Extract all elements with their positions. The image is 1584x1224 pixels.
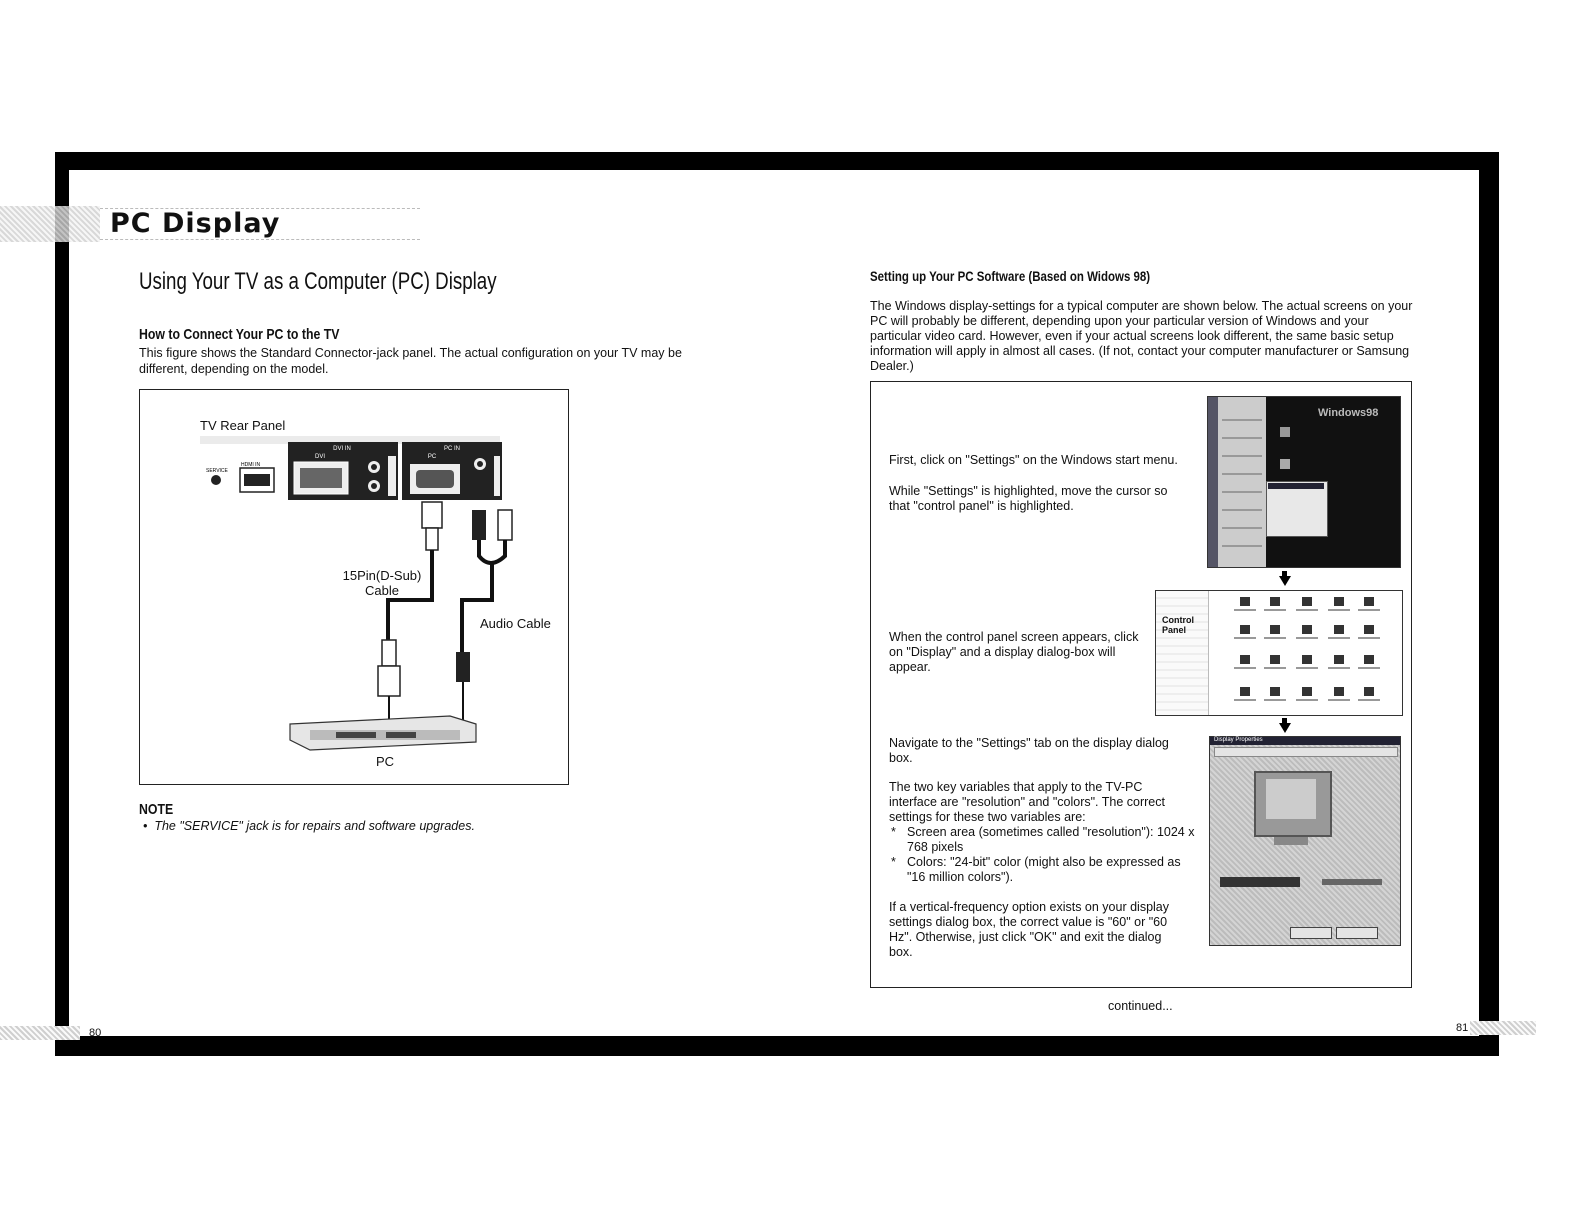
page-number-left: 80 [89, 1027, 102, 1039]
dvi-sub-label: DVI [314, 454, 326, 460]
service-jack [211, 475, 221, 485]
display-properties-screenshot [1209, 736, 1401, 946]
step1-text-a: First, click on "Settings" on the Windows start menu. [889, 453, 1178, 467]
note-text: • The "SERVICE" jack is for repairs and software upgrades. [143, 819, 475, 833]
control-panel-label: Control Panel [1162, 615, 1194, 635]
connection-diagram [139, 389, 569, 785]
step1-text-b: While "Settings" is highlighted, move the cursor so that "control panel" is highlighted. [889, 484, 1168, 513]
page-title: Using Your TV as a Computer (PC) Display [139, 268, 497, 295]
pc-label: PC [376, 754, 395, 769]
audio-cable-label: Audio Cable [480, 616, 551, 631]
connect-text-line2: different, depending on the model. [139, 362, 329, 376]
dialog-title: Display Properties [1214, 737, 1263, 743]
hdmi-label: HDMI IN [241, 462, 261, 468]
hdmi-port [244, 474, 270, 486]
arrow-down-icon [1279, 723, 1291, 733]
start-menu-screenshot [1207, 396, 1401, 568]
connect-heading: How to Connect Your PC to the TV [139, 326, 340, 343]
step3-text-c: If a vertical-frequency option exists on your display settings dialog box, the correct value is "60" or "60 Hz". Otherwise, just click "OK" and exit the dialog box. [889, 900, 1169, 959]
control-panel-screenshot [1155, 590, 1403, 716]
step3-bullets [889, 825, 1199, 885]
service-label: SERVICE [206, 468, 228, 474]
software-intro: The Windows display-settings for a typical computer are shown below. The actual screens on your PC will probably be different, depending upon your particular version of Windows and your particular video card. However, even if your actual screens look different, the same basic setup information will apply in almost all cases. (If not, contact your computer manufacturer or Samsung Dealer.) [870, 299, 1413, 373]
arrow-down-icon [1279, 576, 1291, 586]
bullet-colors: * Colors: "24-bit" color (might also be expressed as "16 million colors"). [907, 855, 1199, 885]
note-heading: NOTE [139, 801, 174, 818]
continued-text: continued... [1108, 999, 1173, 1013]
step3-text-b: The two key variables that apply to the TV-PC interface are "resolution" and "colors". The correct settings for these two variables are: [889, 780, 1165, 824]
software-heading: Setting up Your PC Software (Based on Widows 98) [870, 268, 1151, 284]
step3-text-a: Navigate to the "Settings" tab on the display dialog box. [889, 736, 1169, 765]
bullet-resolution: * Screen area (sometimes called "resolution"): 1024 x 768 pixels [907, 825, 1199, 855]
section-title: PC Display [110, 208, 281, 239]
tv-rear-panel-label: TV Rear Panel [200, 418, 286, 433]
win98-logo: Windows98 [1318, 407, 1379, 419]
pc-in-sub-label: PC [427, 454, 437, 460]
pc-in-group-label: PC IN [443, 446, 461, 452]
dvi-group-label: DVI IN [333, 446, 351, 452]
dsub-cable-label: 15Pin(D-Sub) Cable [342, 568, 422, 598]
page-number-right: 81 [1456, 1022, 1469, 1034]
control-panel-icons [1156, 591, 1402, 715]
connect-text-line1: This figure shows the Standard Connector-jack panel. The actual configuration on your TV may be [139, 346, 682, 360]
step2-text: When the control panel screen appears, click on "Display" and a display dialog-box will appear. [889, 630, 1139, 674]
